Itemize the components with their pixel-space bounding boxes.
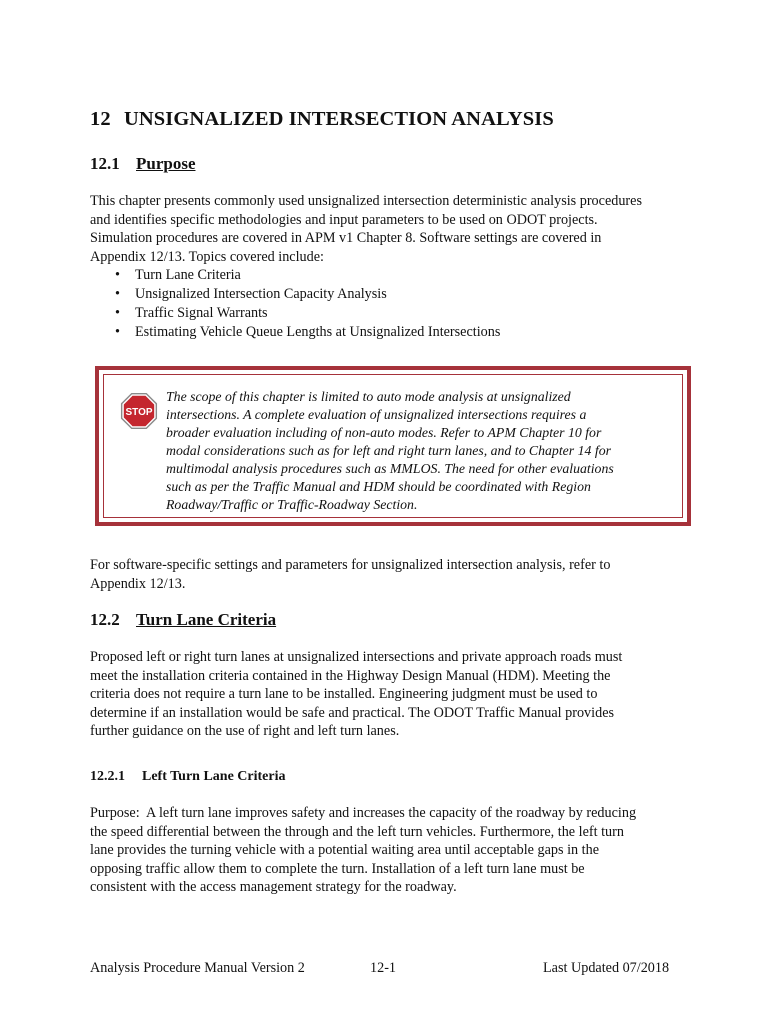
section-12-1-heading (90, 154, 680, 174)
footer-page-number: 12-1 (370, 960, 397, 976)
text-line: Simulation procedures are covered in APM v1 Chapter 8. Software settings are covered in (90, 230, 602, 246)
list-item: • Turn Lane Criteria (115, 266, 500, 285)
text-line: intersections. A complete evaluation of unsignalized intersections requires a (166, 407, 587, 422)
text-line: Roadway/Traffic or Traffic-Roadway Section. (166, 497, 418, 512)
section-number: 12.2.1 (90, 769, 125, 784)
text-line: For software-specific settings and parameters for unsignalized intersection analysis, refer to (90, 557, 611, 573)
text-line: lane provides the turning vehicle with a potential waiting area until acceptable gaps in the (90, 842, 599, 858)
text-line: consistent with the access management strategy for the roadway. (90, 879, 457, 895)
note-inner-border (103, 374, 683, 518)
text-line: Proposed left or right turn lanes at unsignalized intersections and private approach roads must (90, 649, 623, 665)
section-title: Left Turn Lane Criteria (142, 769, 286, 784)
text-line: Appendix 12/13. Topics covered include: (90, 248, 324, 265)
section-number: 12.1 (90, 154, 120, 173)
text-line: meet the installation criteria contained in the Highway Design Manual (HDM). Meeting the (90, 667, 611, 684)
footer-last-updated: Last Updated 07/2018 (543, 960, 670, 976)
list-item: • Traffic Signal Warrants (115, 304, 500, 323)
text-line: the speed differential between the through and the left turn vehicles. Furthermore, the left turn (90, 823, 624, 840)
text-line: criteria does not require a turn lane to be installed. Engineering judgment must be used to (90, 686, 598, 702)
text-line: opposing traffic allow them to complete the turn. Installation of a left turn lane must be (90, 860, 585, 877)
left-turn-purpose-paragraph (90, 804, 680, 897)
text-line: such as per the Traffic Manual and HDM should be coordinated with Region (166, 479, 591, 494)
list-item: • Estimating Vehicle Queue Lengths at Unsignalized Intersections (115, 323, 500, 342)
text-line: The scope of this chapter is limited to auto mode analysis at unsignalized (166, 389, 571, 404)
section-title: Turn Lane Criteria (136, 610, 277, 629)
stop-sign-icon (120, 392, 158, 430)
note-text (166, 388, 678, 514)
turn-lane-paragraph (90, 648, 680, 741)
topics-list (115, 266, 500, 342)
list-item: • Unsignalized Intersection Capacity Analysis (115, 285, 500, 304)
text-line: broader evaluation including of non-auto modes. Refer to APM Chapter 10 for (166, 425, 602, 440)
text-line: modal considerations such as for left and right turn lanes, and to Chapter 14 for (166, 443, 611, 458)
text-line: further guidance on the use of right and left turn lanes. (90, 723, 400, 739)
text-line: Purpose: A left turn lane improves safety and increases the capacity of the roadway by reducing (90, 805, 637, 821)
section-number: 12.2 (90, 610, 120, 629)
chapter-heading (90, 108, 680, 131)
text-line: This chapter presents commonly used unsignalized intersection deterministic analysis procedures (90, 193, 642, 209)
software-paragraph (90, 556, 680, 593)
text-line: and identifies specific methodologies and input parameters to be used on ODOT projects. (90, 211, 598, 228)
section-12-2-heading (90, 610, 680, 630)
section-title: Purpose (136, 154, 196, 173)
section-12-2-1-heading (90, 769, 680, 785)
chapter-title: UNSIGNALIZED INTERSECTION ANALYSIS (124, 108, 554, 130)
intro-paragraph (90, 192, 680, 266)
scope-note-box (95, 366, 691, 526)
text-line: Appendix 12/13. (90, 575, 186, 592)
text-line: multimodal analysis procedures such as MMLOS. The need for other evaluations (166, 461, 614, 476)
stop-sign-text: STOP (125, 406, 153, 418)
footer-manual-name: Analysis Procedure Manual Version 2 (90, 960, 305, 976)
text-line: determine if an installation would be safe and practical. The ODOT Traffic Manual provides (90, 704, 615, 721)
chapter-number: 12 (90, 108, 111, 130)
